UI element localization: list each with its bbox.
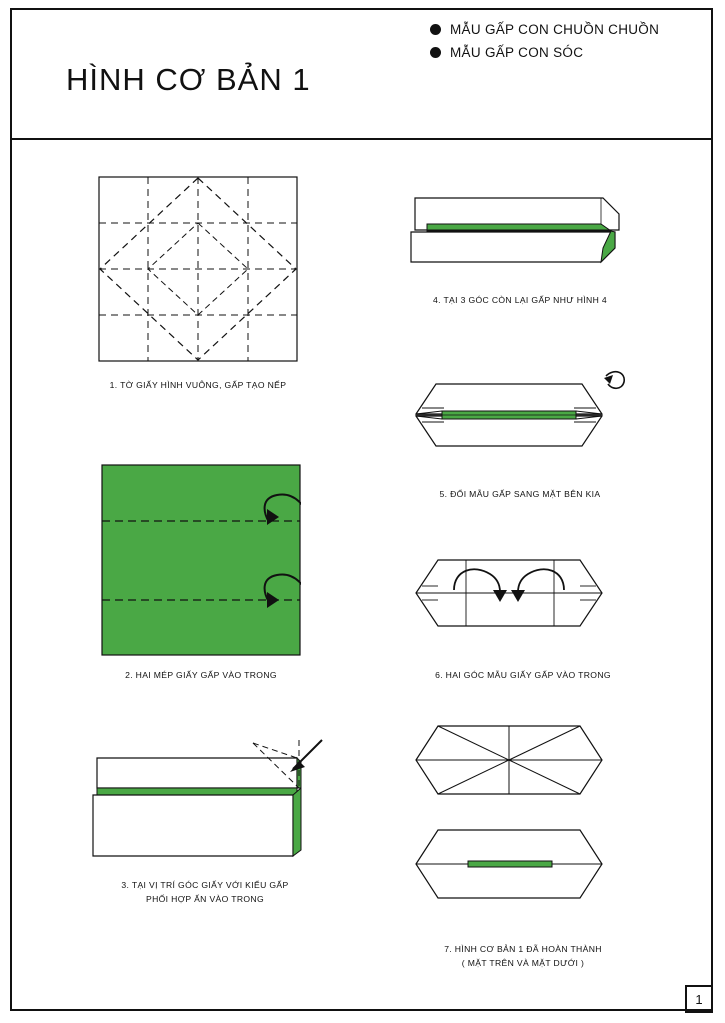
legend-item bbox=[430, 22, 700, 37]
bullet-dot-icon bbox=[430, 24, 441, 35]
page-title: HÌNH CƠ BẢN 1 bbox=[66, 62, 311, 97]
legend-item-label: MẪU GẤP CON CHUỒN CHUỒN bbox=[450, 22, 660, 37]
legend-item-label: MẪU GẤP CON SÓC bbox=[450, 45, 584, 60]
diagram-step-7-bottom bbox=[408, 820, 628, 908]
diagram-step-4 bbox=[405, 186, 625, 278]
step-5-caption: 5. ĐỔI MẪU GẤP SANG MẶT BÊN KIA bbox=[439, 489, 601, 499]
step-2-caption: 2. HAI MÉP GIẤY GẤP VÀO TRONG bbox=[125, 670, 277, 680]
legend bbox=[430, 22, 700, 68]
legend-item bbox=[430, 45, 700, 60]
diagram-step-7-top bbox=[408, 716, 628, 804]
step-3-caption: 3. TẠI VỊ TRÍ GÓC GIẤY VỚI KIỂU GẤP bbox=[121, 880, 289, 890]
step-1-caption: 1. TỜ GIẤY HÌNH VUÔNG, GẤP TẠO NẾP bbox=[109, 380, 287, 390]
diagram-step-1 bbox=[98, 176, 298, 362]
diagram-step-3 bbox=[85, 738, 325, 870]
step-3-caption-line2: PHỐI HỢP ẤN VÀO TRONG bbox=[145, 894, 265, 904]
step-6-caption: 6. HAI GÓC MẪU GIẤY GẤP VÀO TRONG bbox=[435, 670, 611, 680]
diagram-step-5 bbox=[408, 370, 628, 458]
page-number: 1 bbox=[685, 985, 713, 1013]
step-4-caption: 4. TẠI 3 GÓC CÒN LẠI GẤP NHƯ HÌNH 4 bbox=[433, 295, 607, 305]
header-divider bbox=[12, 138, 711, 140]
diagram-step-2 bbox=[101, 464, 301, 656]
bullet-dot-icon bbox=[430, 47, 441, 58]
step-7-caption-line2: ( MẶT TRÊN VÀ MẶT DƯỚI ) bbox=[461, 958, 585, 968]
step-7-caption: 7. HÌNH CƠ BẢN 1 ĐÃ HOÀN THÀNH bbox=[444, 944, 602, 954]
diagram-step-6 bbox=[408, 548, 628, 638]
